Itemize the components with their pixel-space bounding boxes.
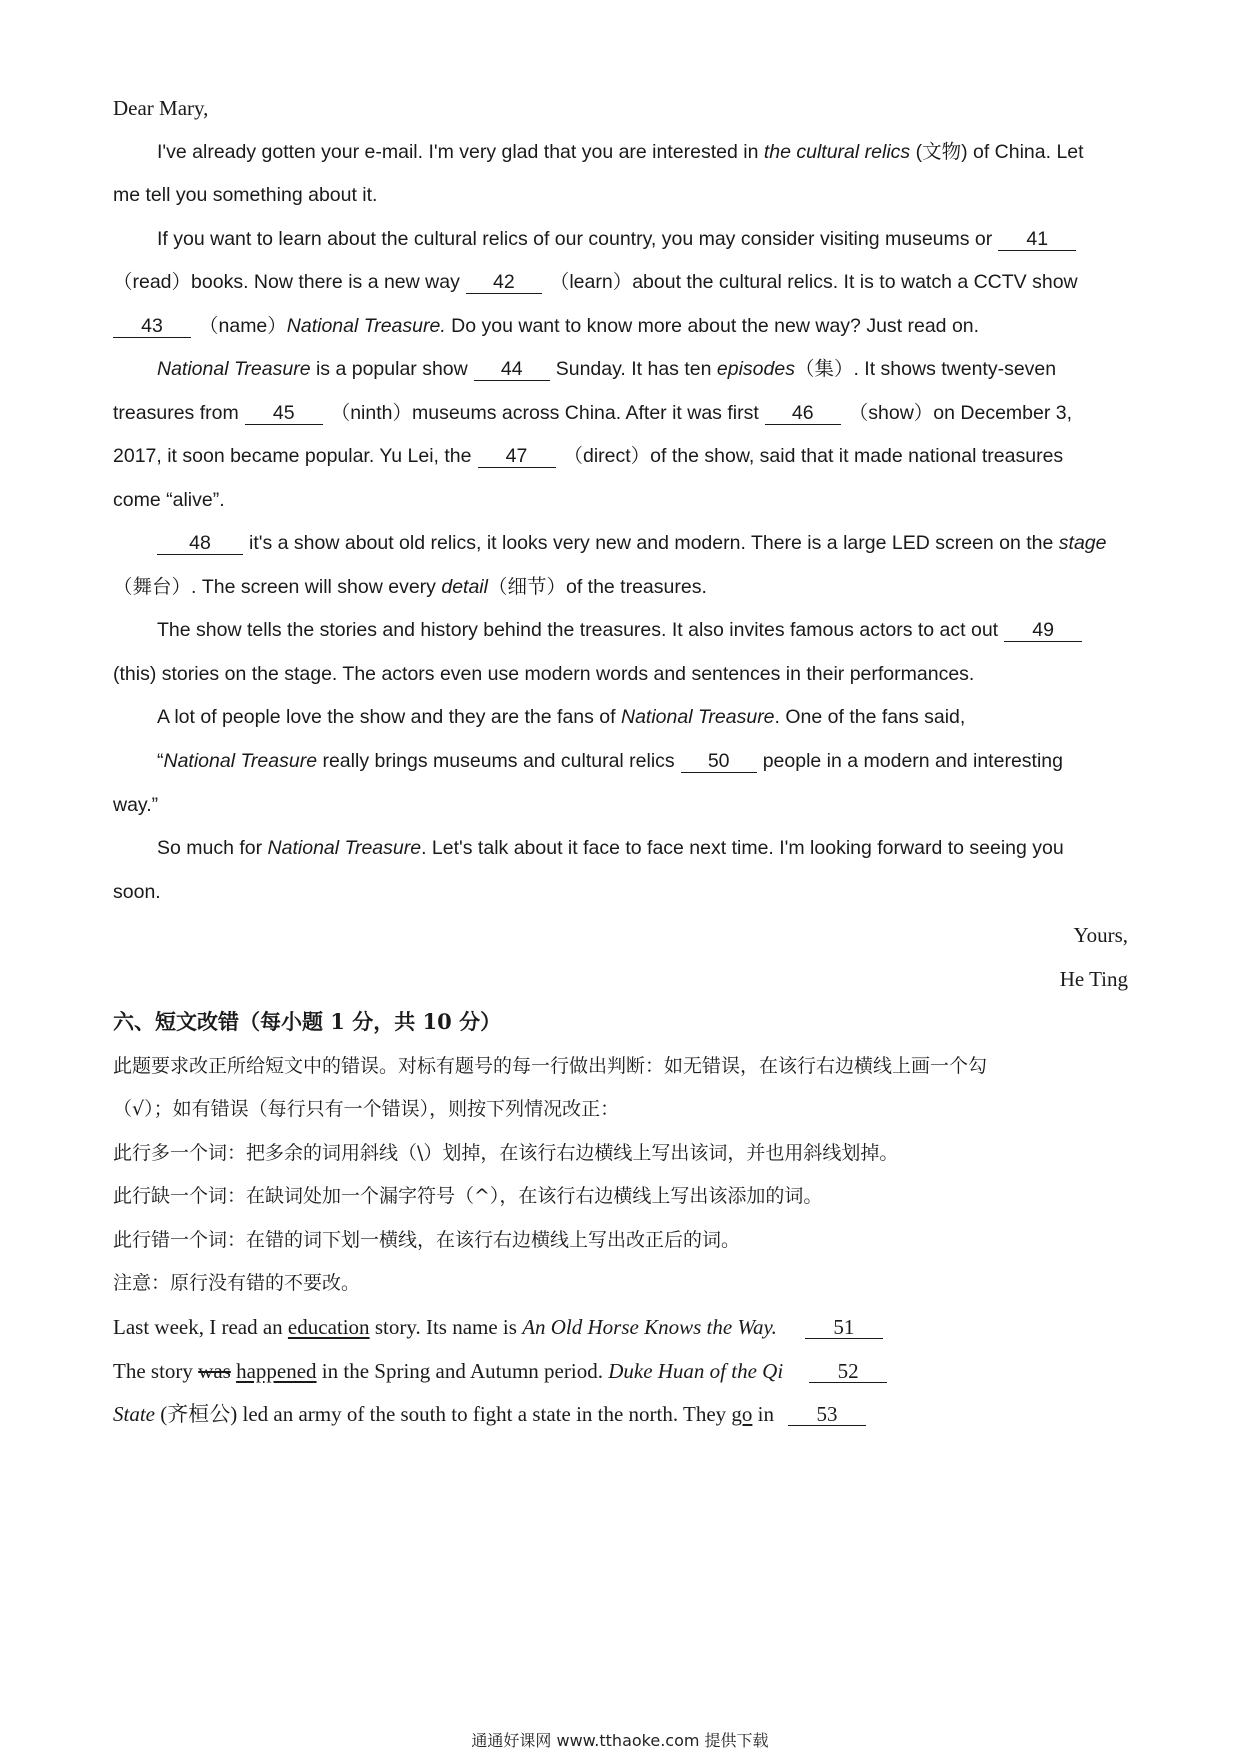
paragraph-2-line-2: （read）books. Now there is a new way 42 （learn）about the cultural relics. It is to watch a CCTV show (113, 271, 1078, 293)
paragraph-8-line-1: So much for National Treasure. Let's talk about it face to face next time. I'm looking forward to seeing you (157, 837, 1064, 859)
paragraph-7-line-1: “National Treasure really brings museums and cultural relics 50 people in a modern and interesting (157, 750, 1063, 772)
exercise-line-52: The story was happened in the Spring and Autumn period. Duke Huan of the Qi 52 (113, 1358, 893, 1384)
letter-closing: Yours, (1073, 923, 1128, 947)
paragraph-1-line-1: I've already gotten your e-mail. I'm very glad that you are interested in the cultural relics (文物) of China. Let (157, 141, 1084, 163)
paragraph-5-line-1: The show tells the stories and history behind the treasures. It also invites famous actors to act out 49 (157, 617, 1088, 643)
blank-44[interactable]: 44 (474, 358, 550, 381)
paragraph-2-line-3: 43 （name）National Treasure. Do you want to know more about the new way? Just read on. (113, 313, 979, 339)
blank-49[interactable]: 49 (1004, 619, 1082, 642)
paragraph-3-line-1: National Treasure is a popular show 44 Sunday. It has ten episodes（集）. It shows twenty-seven (157, 358, 1057, 380)
page-footer-source: 通通好课网 www.tthaoke.com 提供下载 (471, 1731, 769, 1750)
section-6-instruction-2: （√）；如有错误（每行只有一个错误），则按下列情况改正： (113, 1098, 620, 1120)
section-6-rule-wrong-word: 此行错一个词：在错的词下划一横线，在该行右边横线上写出改正后的词。 (113, 1229, 741, 1251)
blank-41[interactable]: 41 (998, 228, 1076, 251)
paragraph-3-line-2: treasures from 45 （ninth）museums across China. After it was first 46 （show）on December 3, (113, 402, 1073, 424)
exercise-line-53: State (齐桓公) led an army of the south to fight a state in the north. They go in 53 (113, 1401, 872, 1427)
letter-signature: He Ting (1059, 967, 1128, 991)
paragraph-5-line-2: (this) stories on the stage. The actors even use modern words and sentences in their performances. (113, 663, 975, 685)
blank-48[interactable]: 48 (157, 532, 243, 555)
section-6-rule-extra-word: 此行多一个词：把多余的词用斜线（\）划掉，在该行右边横线上写出该词，并也用斜线划掉。 (113, 1142, 899, 1164)
blank-52[interactable]: 52 (809, 1360, 887, 1383)
blank-51[interactable]: 51 (805, 1316, 883, 1339)
paragraph-2-line-1: If you want to learn about the cultural relics of our country, you may consider visiting museums or 41 (157, 226, 1082, 252)
blank-53[interactable]: 53 (788, 1403, 866, 1426)
paragraph-4-line-1: 48 it's a show about old relics, it looks very new and modern. There is a large LED screen on the stage (157, 530, 1106, 556)
blank-50[interactable]: 50 (681, 750, 757, 773)
section-6-heading: 六、短文改错（每小题 1 分，共 10 分） (113, 1009, 502, 1034)
section-6-note: 注意：原行没有错的不要改。 (113, 1272, 361, 1294)
section-6-instruction-1: 此题要求改正所给短文中的错误。对标有题号的每一行做出判断：如无错误，在该行右边横线上画一个勾 (113, 1055, 988, 1077)
blank-45[interactable]: 45 (245, 402, 323, 425)
section-6-rule-missing-word: 此行缺一个词：在缺词处加一个漏字符号（^），在该行右边横线上写出该添加的词。 (113, 1185, 823, 1207)
paragraph-3-line-3: 2017, it soon became popular. Yu Lei, the 47 （direct）of the show, said that it made national treasures (113, 445, 1064, 467)
letter-greeting: Dear Mary, (113, 96, 209, 120)
paragraph-6-line-1: A lot of people love the show and they are the fans of National Treasure. One of the fans said, (157, 706, 966, 728)
blank-43[interactable]: 43 (113, 315, 191, 338)
paragraph-7-line-2: way.” (113, 794, 159, 816)
blank-47[interactable]: 47 (478, 445, 556, 468)
paragraph-3-line-4: come “alive”. (113, 489, 225, 511)
blank-46[interactable]: 46 (765, 402, 841, 425)
exercise-line-51: Last week, I read an education story. Its name is An Old Horse Knows the Way. 51 (113, 1314, 889, 1340)
paragraph-1-line-2: me tell you something about it. (113, 184, 378, 206)
blank-42[interactable]: 42 (466, 271, 542, 294)
paragraph-8-line-2: soon. (113, 881, 161, 903)
paragraph-4-line-2: （舞台）. The screen will show every detail（细节）of the treasures. (113, 576, 707, 598)
